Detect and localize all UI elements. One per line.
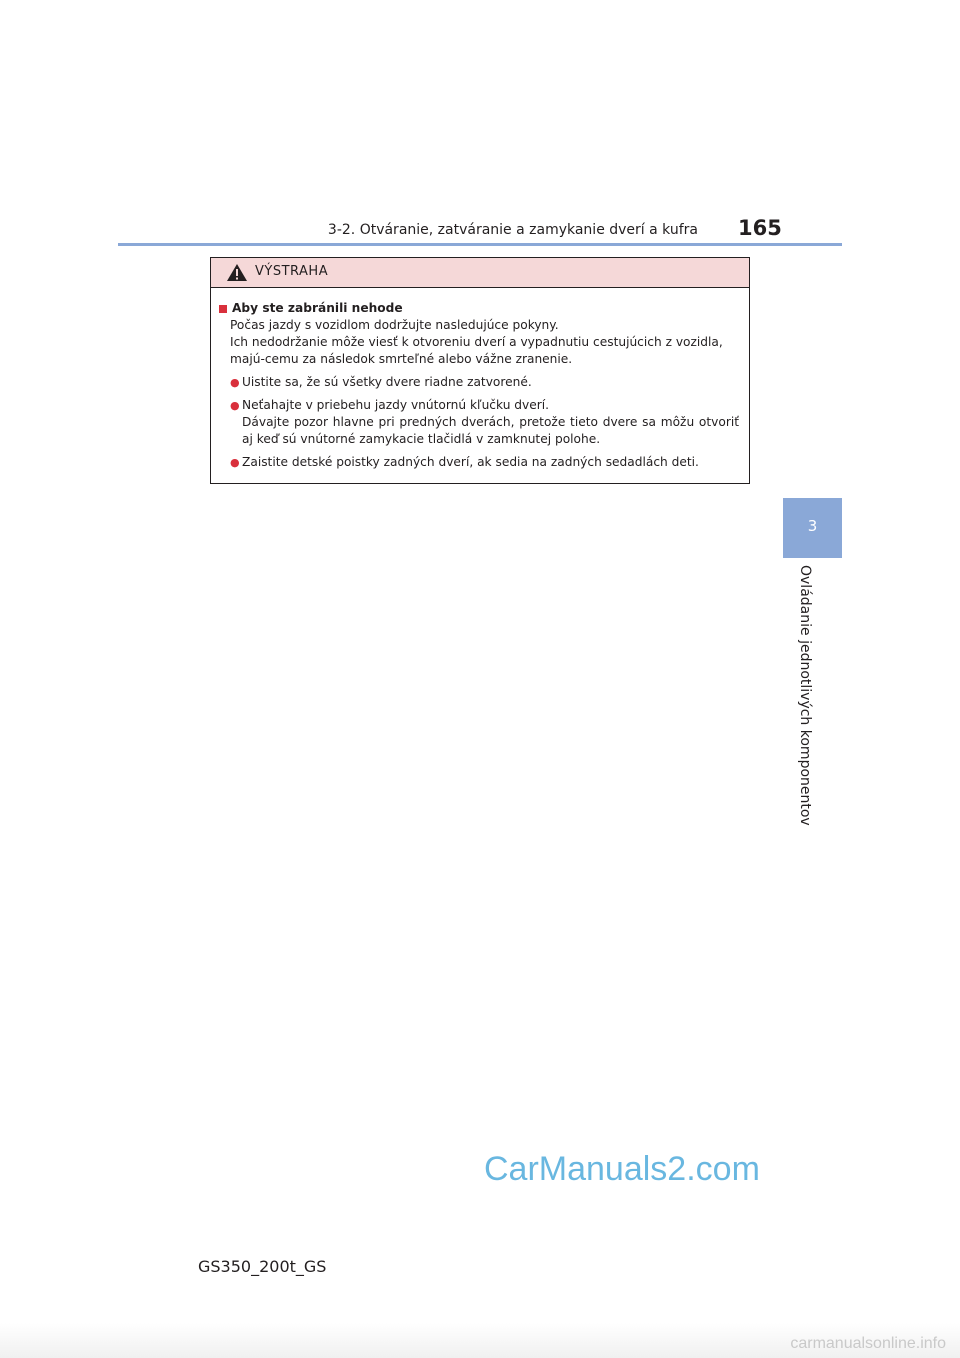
warning-body — [211, 288, 749, 471]
list-item — [230, 374, 739, 391]
watermark-bottom-text: carmanualsonline.info — [790, 1335, 946, 1352]
watermark-logo: CarManuals2.com — [484, 1150, 760, 1188]
intro-text: Počas jazdy s vozidlom dodržujte nasledujúce pokyny. — [230, 318, 559, 332]
list-item-text: Uistite sa, že sú všetky dvere riadne zatvorené. — [242, 375, 532, 389]
warning-header — [211, 258, 749, 288]
section-heading — [219, 300, 739, 317]
running-header-title: 3-2. Otváranie, zatváranie a zamykanie dverí a kufra — [327, 222, 698, 238]
warning-label: VÝSTRAHA — [255, 264, 329, 279]
dot-bullet-icon: ● — [230, 399, 240, 412]
section-title: Aby ste zabránili nehode — [232, 301, 403, 315]
list-item-detail: Dávajte pozor hlavne pri predných dverách, pretože tieto dvere sa môžu otvoriť aj keď sú vnútorné zamykacie tlačidlá v zamknutej polohe. — [242, 415, 739, 446]
header-rule — [118, 243, 842, 246]
watermark-strip — [0, 1323, 960, 1358]
warning-triangle-icon — [226, 263, 248, 282]
list-item — [230, 454, 739, 471]
list-item-text — [242, 397, 739, 448]
chapter-side-title: Ovládanie jednotlivých komponentov — [797, 565, 813, 826]
chapter-tab — [783, 498, 842, 558]
list-item-main: Neťahajte v priebehu jazdy vnútornú kľučku dverí. — [242, 398, 550, 412]
list-item — [230, 397, 739, 448]
page-number: 165 — [738, 216, 782, 240]
dot-bullet-icon: ● — [230, 456, 240, 469]
square-bullet-icon — [219, 305, 227, 313]
consequence-text: Ich nedodržanie môže viesť k otvoreniu dverí a vypadnutiu cestujúcich z vozidla, majú-cemu za následok smrteľné alebo vážne zranenie. — [230, 335, 723, 366]
warning-box — [210, 257, 750, 484]
dot-bullet-icon: ● — [230, 376, 240, 389]
chapter-number: 3 — [807, 517, 818, 535]
list-item-text: Zaistite detské poistky zadných dverí, ak sedia na zadných sedadlách deti. — [242, 455, 699, 469]
footer-model-code: GS350_200t_GS — [198, 1257, 327, 1276]
